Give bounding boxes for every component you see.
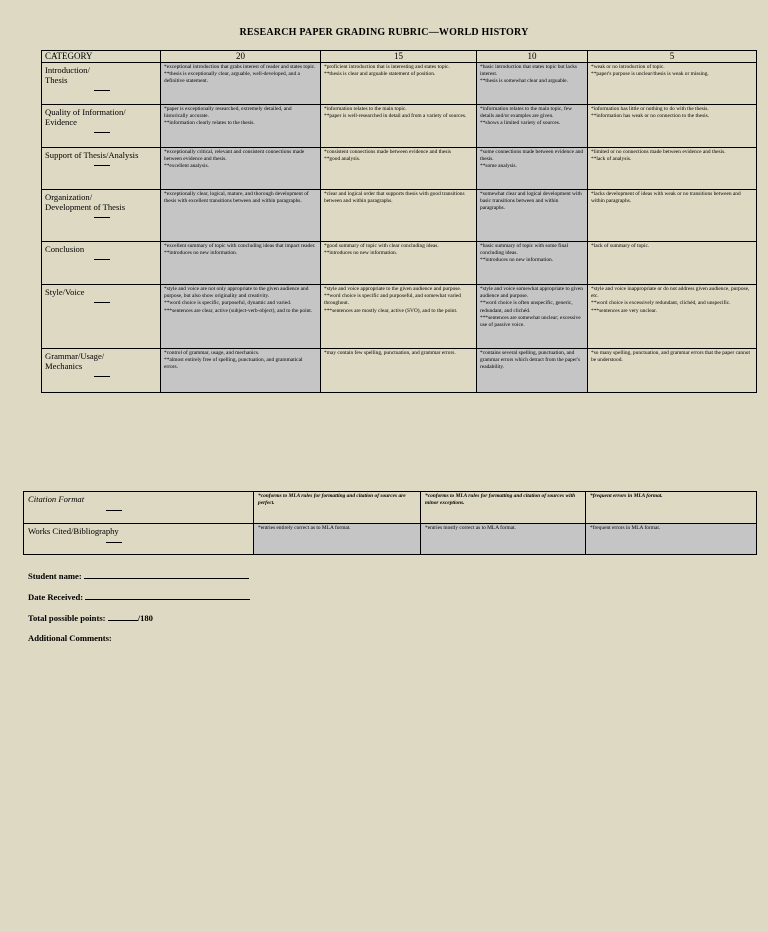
criteria-cell: *weak or no introduction of topic. **paper's purpose is unclear/thesis is weak or missing. [588, 63, 757, 105]
rubric-row-quality [42, 105, 757, 148]
total-points-field[interactable] [108, 612, 138, 621]
score-blank[interactable] [94, 376, 110, 377]
header-score-15: 15 [321, 51, 477, 63]
criteria-cell: *good summary of topic with clear concluding ideas. **introduces no new information. [321, 242, 477, 285]
criteria-cell: *contains several spelling, punctuation, and grammar errors which detract from the paper's readability. [477, 349, 588, 393]
criteria-cell: *exceptional introduction that grabs interest of reader and states topic. **thesis is exceptionally clear, arguable, well-developed, and a definitive statement. [161, 63, 321, 105]
criteria-cell: *frequent errors in MLA format. [586, 492, 757, 524]
criteria-cell: *limited or no connections made between evidence and thesis. **lack of analysis. [588, 148, 757, 190]
rubric-row-style [42, 285, 757, 349]
criteria-cell: *paper is exceptionally researched, extremely detailed, and historically accurate. **information clearly relates to the thesis. [161, 105, 321, 148]
criteria-cell: *frequent errors in MLA format. [586, 524, 757, 555]
student-name-label: Student name: [28, 571, 82, 581]
category-label: Grammar/Usage/ Mechanics [45, 351, 105, 371]
criteria-cell: *lack of summary of topic. [588, 242, 757, 285]
citation-format-row [24, 492, 757, 524]
citation-table [23, 491, 757, 555]
criteria-cell: *entries entirely correct as to MLA format. [254, 524, 421, 555]
category-label: Introduction/ Thesis [45, 65, 90, 85]
category-label: Conclusion [45, 244, 85, 254]
rubric-row-support [42, 148, 757, 190]
score-blank[interactable] [94, 217, 110, 218]
date-received-label: Date Received: [28, 592, 84, 602]
rubric-row-conclusion [42, 242, 757, 285]
category-label: Quality of Information/ Evidence [45, 107, 126, 127]
score-blank[interactable] [94, 259, 110, 260]
works-cited-row [24, 524, 757, 555]
criteria-cell: *basic introduction that states topic but lacks interest. **thesis is somewhat clear and arguable. [477, 63, 588, 105]
criteria-cell: *information has little or nothing to do with the thesis. **information has weak or no connection to the thesis. [588, 105, 757, 148]
criteria-cell: *exceptionally critical, relevant and consistent connections made between evidence and thesis. **excellent analysis. [161, 148, 321, 190]
criteria-cell: *basic summary of topic with some final concluding ideas. **introduces no new information. [477, 242, 588, 285]
date-received-line [28, 591, 250, 602]
score-blank[interactable] [94, 90, 110, 91]
rubric-row-organization [42, 190, 757, 242]
criteria-cell: *style and voice somewhat appropriate to given audience and purpose. **word choice is often unspecific, generic, redundant, and clichéd. ***sentences are somewhat unclear; excessive use of passive voice. [477, 285, 588, 349]
rubric-row-introduction [42, 63, 757, 105]
score-blank[interactable] [106, 510, 122, 511]
criteria-cell: *entries mostly correct as to MLA format. [421, 524, 586, 555]
criteria-cell: *consistent connections made between evidence and thesis **good analysis. [321, 148, 477, 190]
criteria-cell: *control of grammar, usage, and mechanics. **almost entirely free of spelling, punctuation, and grammatical errors. [161, 349, 321, 393]
citation-format-label: Citation Format [28, 494, 85, 504]
criteria-cell: *so many spelling, punctuation, and grammar errors that the paper cannot be understood. [588, 349, 757, 393]
total-points-line [28, 612, 153, 623]
criteria-cell: *exceptionally clear, logical, mature, and thorough development of thesis with excellent transitions between and within paragraphs. [161, 190, 321, 242]
student-name-field[interactable] [84, 570, 249, 579]
rubric-header-row [42, 51, 757, 63]
rubric-table [41, 50, 757, 393]
works-cited-label: Works Cited/Bibliography [28, 526, 119, 536]
criteria-cell: *clear and logical order that supports thesis with good transitions between and within paragraphs. [321, 190, 477, 242]
criteria-cell: *information relates to the main topic. **paper is well-researched in detail and from a variety of sources. [321, 105, 477, 148]
total-points-suffix: /180 [137, 613, 153, 623]
criteria-cell: *somewhat clear and logical development with basic transitions between and within paragraphs. [477, 190, 588, 242]
header-score-10: 10 [477, 51, 588, 63]
header-score-20: 20 [161, 51, 321, 63]
criteria-cell: *information relates to the main topic, few details and/or examples are given. **shows a limited variety of sources. [477, 105, 588, 148]
page-title: RESEARCH PAPER GRADING RUBRIC—WORLD HISTORY [239, 27, 529, 38]
category-label: Style/Voice [45, 287, 85, 297]
criteria-cell: *may contain few spelling, punctuation, and grammar errors. [321, 349, 477, 393]
header-score-5: 5 [588, 51, 757, 63]
criteria-cell: *lacks development of ideas with weak or no transitions between and within paragraphs. [588, 190, 757, 242]
criteria-cell: *proficient introduction that is interesting and states topic. **thesis is clear and arguable statement of position. [321, 63, 477, 105]
additional-comments-label: Additional Comments: [28, 633, 112, 643]
score-blank[interactable] [106, 542, 122, 543]
criteria-cell: *style and voice appropriate to the given audience and purpose. **word choice is specific and purposeful, and somewhat varied throughout. ***sentences are mostly clear, active (SVO), and to the point. [321, 285, 477, 349]
score-blank[interactable] [94, 165, 110, 166]
category-label: Support of Thesis/Analysis [45, 150, 139, 160]
criteria-cell: *style and voice are not only appropriate to the given audience and purpose, but also show originality and creativity. **word choice is specific, purposeful, dynamic and varied. ***sentences are clear, active (subject-verb-object), and to the point. [161, 285, 321, 349]
criteria-cell: *conforms to MLA rules for formatting and citation of sources with minor exceptions. [421, 492, 586, 524]
student-name-line [28, 570, 249, 581]
score-blank[interactable] [94, 302, 110, 303]
criteria-cell: *conforms to MLA rules for formatting and citation of sources are perfect. [254, 492, 421, 524]
total-points-label: Total possible points: [28, 613, 106, 623]
criteria-cell: *some connections made between evidence and thesis. **some analysis. [477, 148, 588, 190]
header-category: CATEGORY [42, 51, 161, 63]
criteria-cell: *excellent summary of topic with concluding ideas that impact reader. **introduces no new information. [161, 242, 321, 285]
date-received-field[interactable] [85, 591, 250, 600]
category-label: Organization/ Development of Thesis [45, 192, 126, 212]
criteria-cell: *style and voice inappropriate or do not address given audience, purpose, etc. **word choice is excessively redundant, clichéd, and unspecific. ***sentences are very unclear. [588, 285, 757, 349]
rubric-row-grammar [42, 349, 757, 393]
score-blank[interactable] [94, 132, 110, 133]
